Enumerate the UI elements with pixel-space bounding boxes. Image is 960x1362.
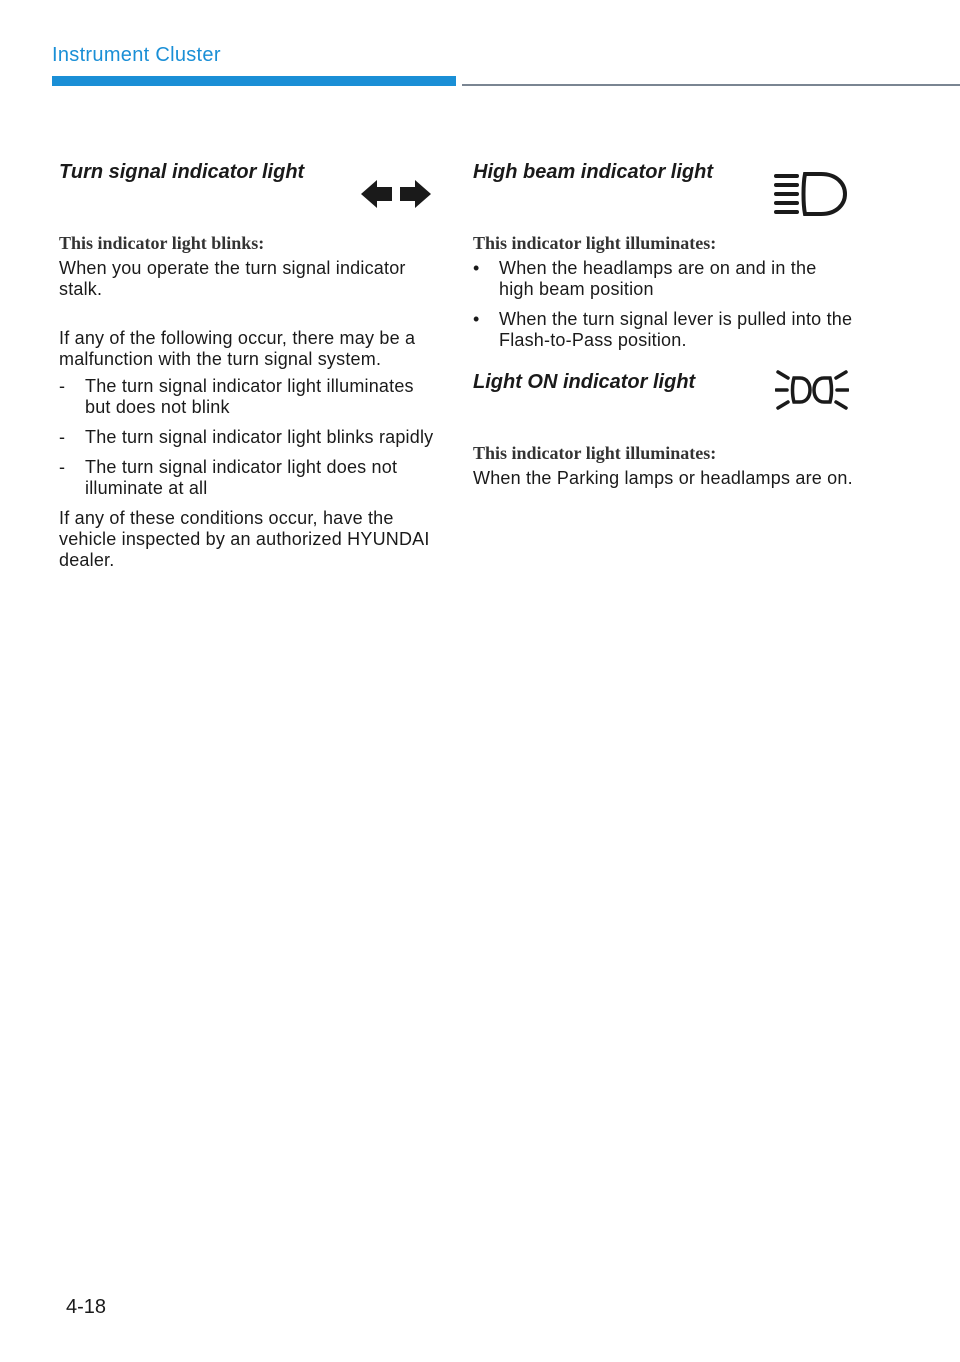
light-on-section <box>473 360 853 489</box>
turn-signal-title: Turn signal indicator light <box>59 161 305 183</box>
list-item <box>59 376 439 418</box>
list-item <box>473 258 853 300</box>
left-column <box>59 150 439 577</box>
list-item-text: The turn signal indicator light illuminates but does not blink <box>85 376 414 417</box>
bullet-marker: • <box>473 258 480 278</box>
high-beam-subhead: This indicator light illuminates: <box>473 233 717 253</box>
turn-signal-subhead: This indicator light blinks: <box>59 233 265 253</box>
parking-lamps-icon <box>775 368 849 417</box>
bullet-marker: • <box>473 309 480 329</box>
list-item-text: When the headlamps are on and in the high beam position <box>499 258 817 299</box>
dash-marker: - <box>59 427 66 447</box>
turn-signal-section <box>59 150 439 571</box>
light-on-para-1: When the Parking lamps or headlamps are on. <box>473 468 853 488</box>
dash-marker: - <box>59 376 66 396</box>
chapter-title: Instrument Cluster <box>52 44 221 66</box>
high-beam-icon <box>773 170 849 223</box>
high-beam-section <box>473 150 853 351</box>
dash-marker: - <box>59 457 66 477</box>
turn-signal-para-3: If any of these conditions occur, have the vehicle inspected by an authorized HYUNDAI dealer. <box>59 508 430 570</box>
list-item-text: The turn signal indicator light does not illuminate at all <box>85 457 398 498</box>
list-item <box>473 309 853 351</box>
list-item <box>59 427 439 448</box>
header-rule <box>462 84 960 86</box>
turn-signal-para-2: If any of the following occur, there may be a malfunction with the turn signal system. <box>59 328 416 369</box>
light-on-subhead: This indicator light illuminates: <box>473 443 717 463</box>
right-column <box>473 150 853 495</box>
turn-signal-arrows-icon <box>361 178 431 215</box>
list-item-text: The turn signal indicator light blinks rapidly <box>85 427 434 447</box>
light-on-title: Light ON indicator light <box>473 371 696 393</box>
list-item-text: When the turn signal lever is pulled into the Flash-to-Pass position. <box>499 309 853 350</box>
high-beam-conditions-list <box>473 258 853 351</box>
high-beam-title: High beam indicator light <box>473 161 714 183</box>
turn-signal-para-1: When you operate the turn signal indicator stalk. <box>59 258 406 299</box>
page-number: 4-18 <box>66 1296 107 1318</box>
list-item <box>59 457 439 499</box>
header-accent-bar <box>52 76 456 86</box>
turn-signal-malfunction-list <box>59 376 439 499</box>
